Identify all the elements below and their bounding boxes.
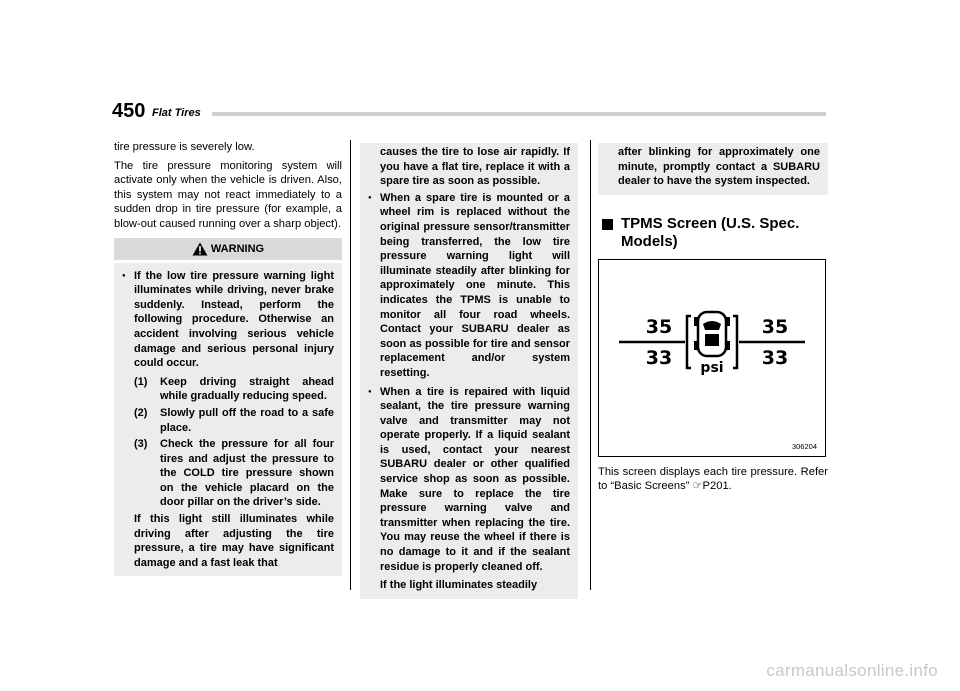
warning-box-continued	[598, 143, 828, 195]
warning-continued-text: causes the tire to lose air rapidly. If you have a flat tire, replace it with a spare tire as soon as possible.	[380, 146, 570, 188]
procedure-step-3	[134, 437, 334, 510]
heading-title: TPMS Screen (U.S. Spec. Models)	[621, 214, 800, 250]
watermark: carmanualsonline.info	[766, 661, 938, 680]
paragraph-low-pressure: tire pressure is severely low.	[114, 141, 255, 153]
procedure-step-2	[134, 406, 334, 435]
step-number: (2)	[134, 406, 148, 419]
column-1	[114, 140, 342, 576]
warning-continued-text: after blinking for approximately one minute, promptly contact a SUBARU dealer to have the system inspected.	[618, 146, 820, 188]
column-divider	[350, 140, 351, 590]
warning-bullet-liquid-sealant: ● When a tire is repaired with liquid sealant, the tire pressure warning valve and transmitter may not operate properly. If a liquid sealant is used, contact your nearest SUBARU dealer or other qualified service shop as soon as possible. Make sure to replace the tire pressure warning valve and transmitter when replacing the tire. You may reuse the wheel if there is no damage to it and if the sealant residue is properly cleaned off.	[368, 385, 570, 575]
warning-paragraph-fast-leak: If this light still illuminates while driving after adjusting the tire pressure, a tire may have significant damage and a fast leak that	[134, 513, 334, 569]
pressure-unit-label: psi	[700, 359, 724, 376]
heading-square-icon	[602, 219, 613, 230]
header-rule	[212, 112, 826, 116]
tpms-screen-illustration	[599, 260, 825, 456]
paragraph-tpms-activation: The tire pressure monitoring system will activate only when the vehicle is driven. Also, this system may not react immediately to a sudden drop in tire pressure (for example, a blow-out caused running over a sharp object).	[114, 159, 342, 230]
step-number: (3)	[134, 438, 148, 451]
step-text: Keep driving straight ahead while gradually reducing speed.	[160, 375, 334, 403]
warning-box-continued	[360, 143, 578, 599]
tpms-screen-figure	[598, 259, 826, 457]
page-number: 450	[112, 100, 146, 122]
warning-header	[114, 238, 342, 260]
warning-bullet-brake: ● If the low tire pressure warning light illuminates while driving, never brake suddenly. Instead, perform the following procedure. Otherwise an accident involving serious vehicle damage and serious personal injury could occur.	[122, 269, 334, 371]
page-header	[112, 100, 826, 126]
front-left-pressure: 35	[645, 315, 673, 338]
procedure-step-1	[134, 375, 334, 404]
section-heading	[598, 215, 828, 251]
rear-left-pressure: 33	[645, 346, 673, 369]
column-2	[360, 140, 578, 599]
warning-label: WARNING	[210, 242, 265, 255]
paragraph-screen-description: This screen displays each tire pressure. Refer to “Basic Screens” ☞P201.	[598, 465, 828, 493]
front-right-pressure: 35	[761, 315, 789, 338]
warning-triangle-icon	[192, 242, 208, 256]
column-divider	[590, 140, 591, 590]
step-number: (1)	[134, 375, 148, 388]
column-3	[598, 140, 828, 498]
step-text: Slowly pull off the road to a safe place.	[160, 406, 334, 434]
warning-bullet-spare-tire: ● When a spare tire is mounted or a wheel rim is replaced without the original pressure sensor/transmitter being transferred, the low tire pressure warning light will illuminate steadily after blinking for approximately one minute. This indicates the TPMS is unable to monitor all four road wheels. Contact your SUBARU dealer as soon as possible for tire and sensor replacement and/or system resetting.	[368, 191, 570, 381]
rear-right-pressure: 33	[761, 346, 789, 369]
warning-box	[114, 263, 342, 577]
warning-paragraph-light-steady: If the light illuminates steadily	[380, 579, 538, 592]
figure-number: 306204	[791, 441, 817, 451]
section-title: Flat Tires	[152, 107, 201, 119]
step-text: Check the pressure for all four tires and adjust the pressure to the COLD tire pressure shown on the vehicle placard on the door pillar on the driver’s side.	[160, 438, 334, 509]
